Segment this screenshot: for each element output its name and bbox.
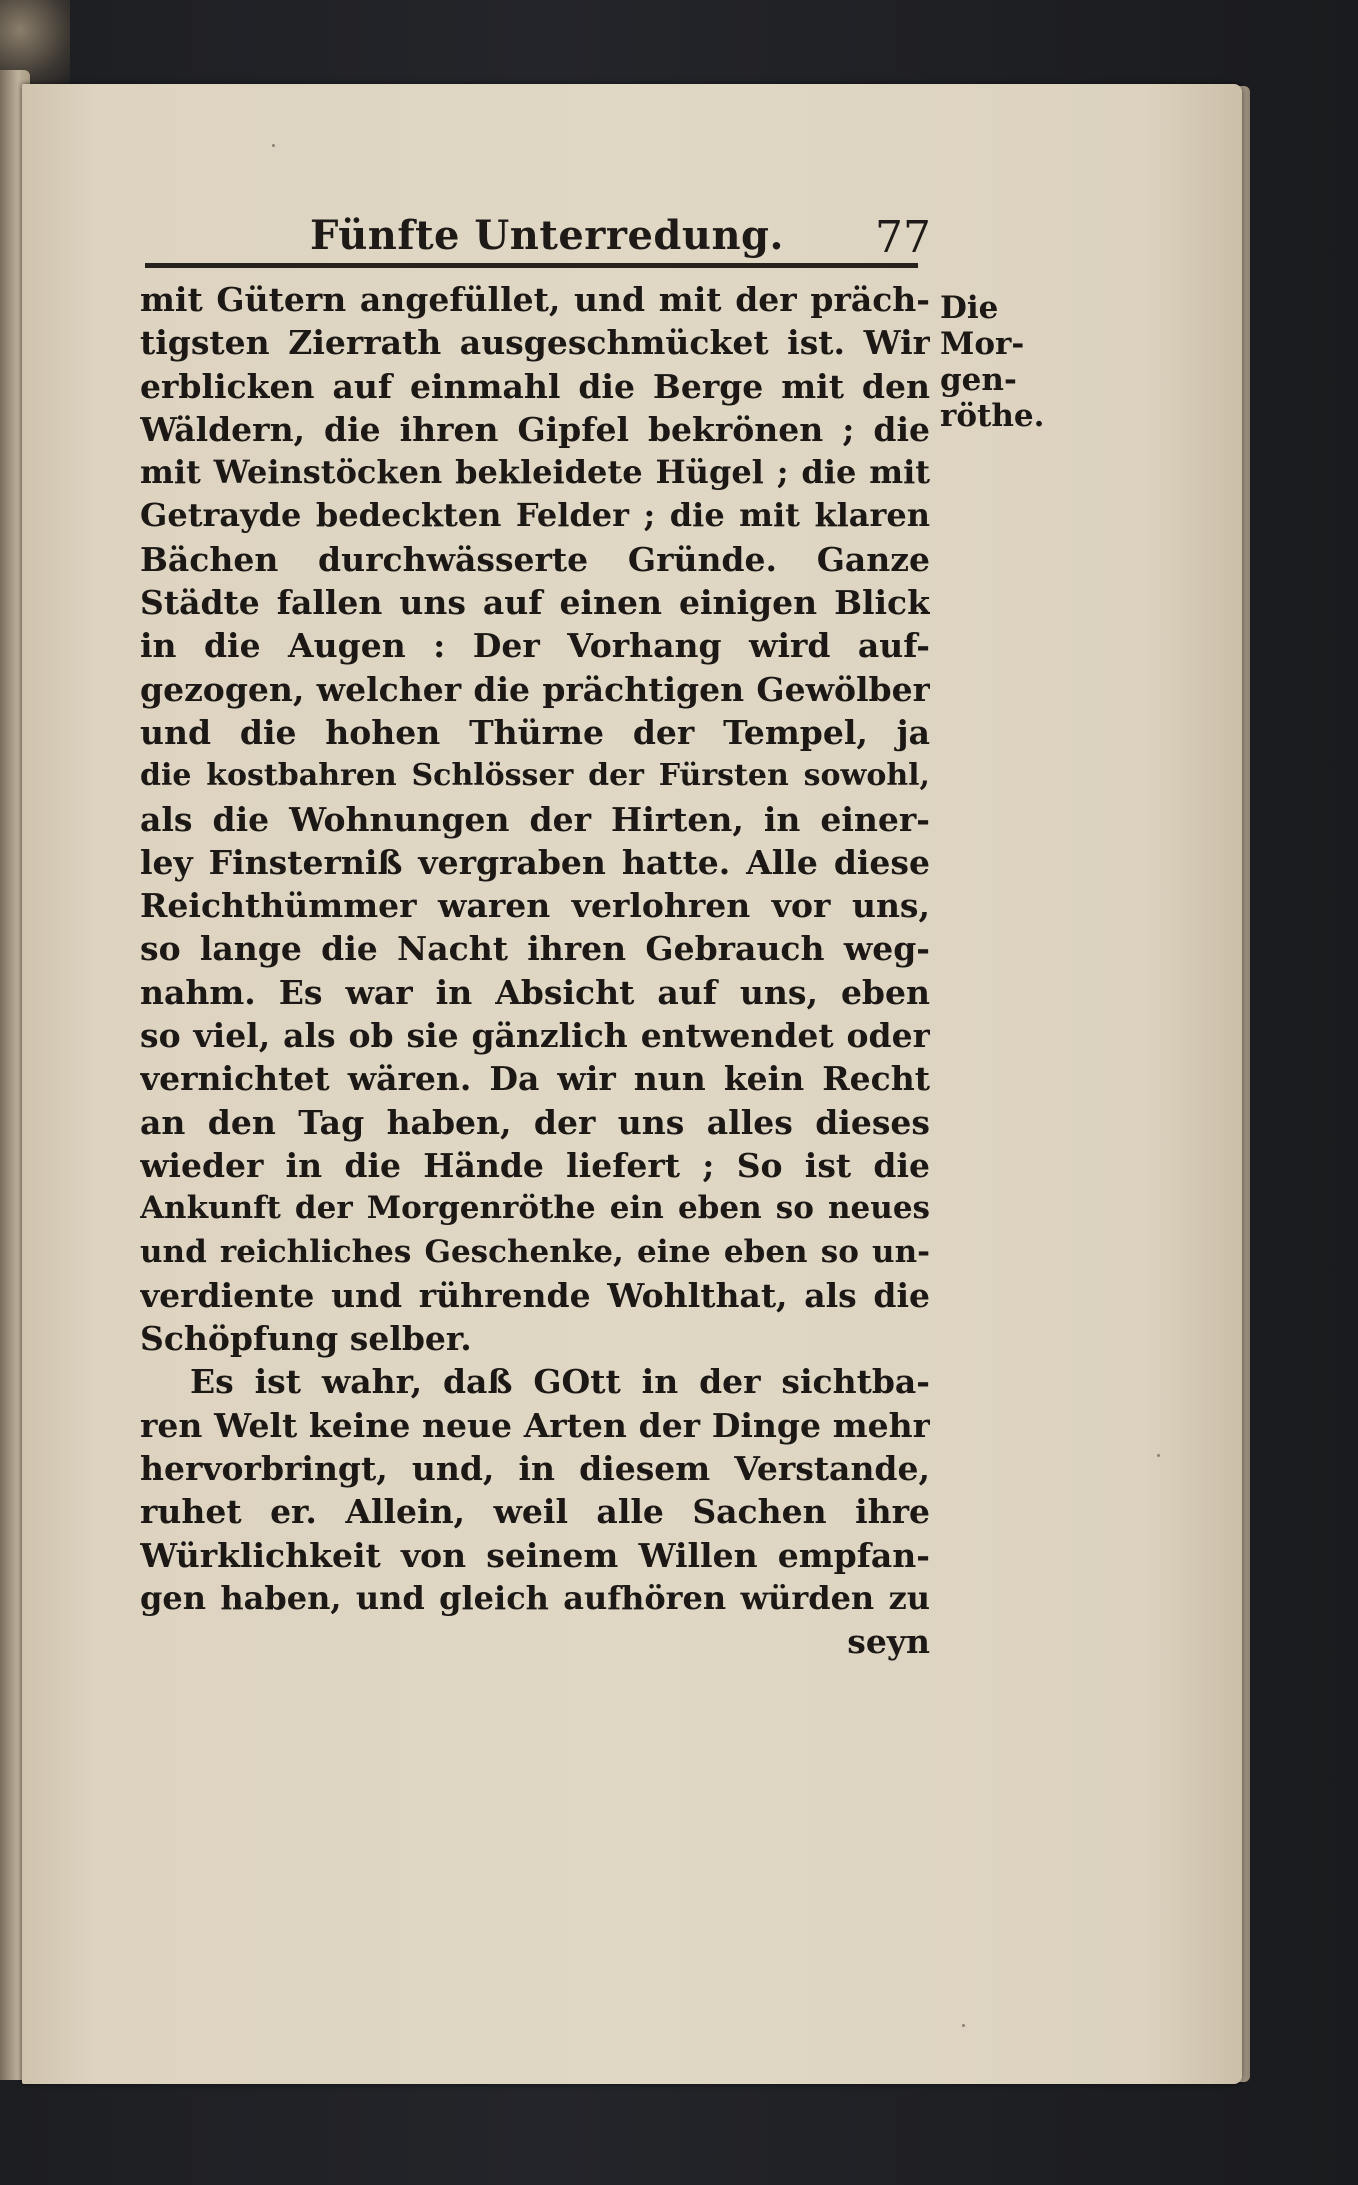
margin-note xyxy=(940,290,1070,434)
text-line: ren Welt keine neue Arten der Dinge mehr xyxy=(140,1405,930,1445)
paper-speck xyxy=(272,144,275,147)
margin-note-line: röthe. xyxy=(940,398,1045,434)
margin-note-line: gen- xyxy=(940,362,1017,398)
text-line: mit Weinstöcken bekleidete Hügel ; die mit xyxy=(140,453,930,492)
text-line: tigsten Zierrath ausgeschmücket ist. Wir xyxy=(140,323,930,363)
text-line: als die Wohnungen der Hirten, in einer- xyxy=(140,799,930,839)
text-line: Bächen durchwässerte Gründe. Ganze xyxy=(140,539,930,579)
text-line: gen haben, und gleich aufhören würden zu xyxy=(140,1578,930,1617)
text-line: ruhet er. Allein, weil alle Sachen ihre xyxy=(140,1492,930,1532)
running-head: Fünfte Unterredung. xyxy=(310,212,784,259)
text-line: nahm. Es war in Absicht auf uns, eben xyxy=(140,972,930,1012)
body-text xyxy=(140,278,930,1664)
text-line: verdiente und rührende Wohlthat, als die xyxy=(140,1275,930,1315)
text-line: an den Tag haben, der uns alles dieses xyxy=(140,1102,930,1142)
text-line: Schöpfung selber. xyxy=(140,1319,472,1359)
text-line: Wäldern, die ihren Gipfel bekrönen ; die xyxy=(140,409,930,449)
text-line: wieder in die Hände liefert ; So ist die xyxy=(140,1145,930,1185)
text-line: und reichliches Geschenke, eine eben so un- xyxy=(140,1233,930,1270)
text-line: Reichthümmer waren verlohren vor uns, xyxy=(140,886,930,926)
text-line: Ankunft der Morgenröthe ein eben so neues xyxy=(140,1190,930,1227)
text-line: so lange die Nacht ihren Gebrauch weg- xyxy=(140,929,930,969)
text-line: Getrayde bedeckten Felder ; die mit klaren xyxy=(140,496,930,535)
text-line: mit Gütern angefüllet, und mit der präch- xyxy=(140,280,930,319)
text-line: erblicken auf einmahl die Berge mit den xyxy=(140,366,930,406)
text-line: hervorbringt, und, in diesem Verstande, xyxy=(140,1449,930,1489)
catchword: seyn xyxy=(847,1622,930,1662)
text-line: in die Augen : Der Vorhang wird auf- xyxy=(140,626,930,666)
text-line: Es ist wahr, daß GOtt in der sichtba- xyxy=(190,1362,930,1402)
text-line: die kostbahren Schlösser der Fürsten sowohl, xyxy=(140,758,930,794)
text-line: gezogen, welcher die prächtigen Gewölber xyxy=(140,669,930,709)
margin-note-line: Mor- xyxy=(940,326,1025,362)
text-line: Würklichkeit von seinem Willen empfan- xyxy=(140,1535,930,1575)
text-line: ley Finsterniß vergraben hatte. Alle diese xyxy=(140,842,930,882)
paper-speck xyxy=(1157,1454,1160,1457)
text-line: Städte fallen uns auf einen einigen Blick xyxy=(140,583,930,623)
text-line: so viel, als ob sie gänzlich entwendet oder xyxy=(140,1016,930,1056)
text-line: und die hohen Thürne der Tempel, ja xyxy=(140,712,930,752)
page-number: 77 xyxy=(875,212,931,263)
paper-speck xyxy=(962,2024,965,2027)
text-line: vernichtet wären. Da wir nun kein Recht xyxy=(140,1059,930,1099)
margin-note-line: Die xyxy=(940,290,999,326)
header-rule xyxy=(145,263,918,268)
